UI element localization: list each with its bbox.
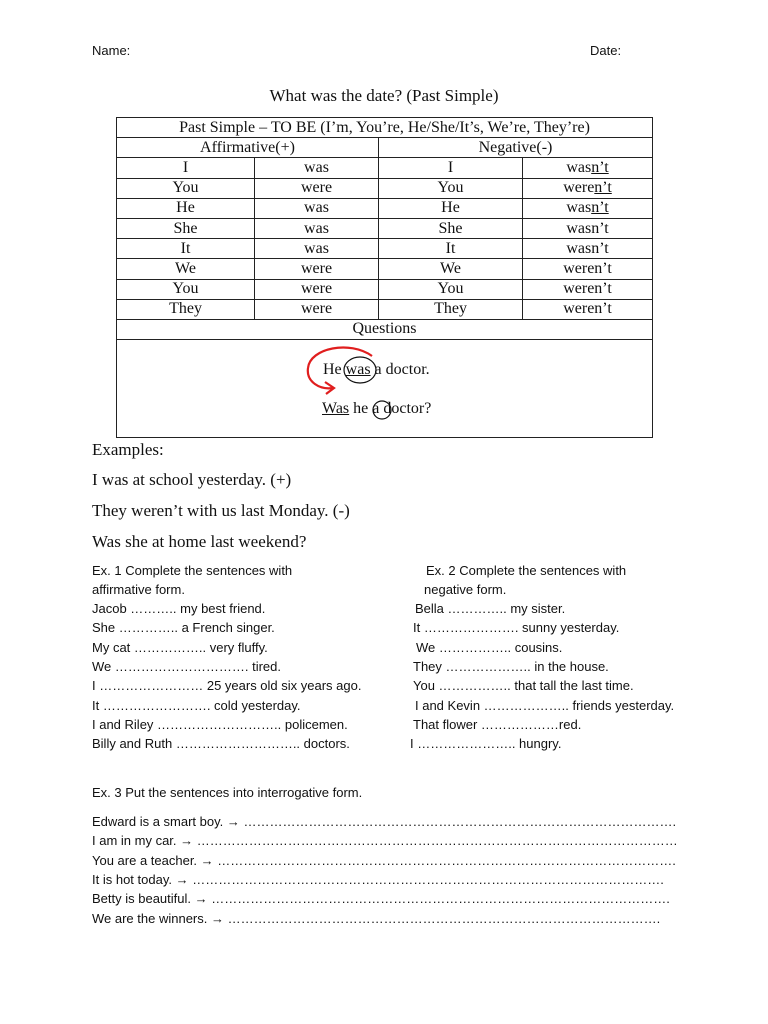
q2-he: he [353,400,369,417]
q1-rest: a doctor. [374,361,430,378]
subject-cell: I [379,158,523,178]
subject-cell: You [117,178,255,198]
table-row [117,178,653,198]
ex2-title-cont: negative form. [424,582,507,597]
negative-contraction: n’t [591,199,609,217]
table-heading: Past Simple – TO BE (I’m, You’re, He/She/It’s, We’re, They’re) [117,118,653,138]
negative-contraction: n’t [594,179,612,197]
exercise-item: I am in my car. → ………………………………………………………………………………………………… [92,833,678,849]
affirmative-verb-cell: were [255,178,379,198]
exercise-item: I ………………….. hungry. [410,736,562,752]
subject-cell: It [379,239,523,259]
ex1-title: Ex. 1 Complete the sentences with [92,563,293,578]
subject-cell: I [117,158,255,178]
exercise-item: Bella ………….. my sister. [415,601,566,616]
negative-verb-cell [523,198,653,218]
affirmative-header: Affirmative(+) [117,138,379,158]
negative-verb-cell [523,279,653,299]
q1-verb: was [345,361,371,378]
exercise-item: Jacob ……….. my best friend. [92,601,266,616]
example-question: Was she at home last weekend? [92,532,307,551]
exercise-item: My cat …………….. very fluffy. [92,639,268,655]
exercise-item: They ……………….. in the house. [413,658,609,674]
affirmative-verb-cell: was [255,239,379,259]
subject-cell: We [379,259,523,279]
exercise-item: We …………………………. tired. [92,658,282,674]
negative-verb-stem: wasn’t [566,239,609,257]
subject-cell: She [117,218,255,238]
subject-cell: They [117,299,255,319]
date-label: Date: [590,43,622,58]
q1-he: He [323,361,342,378]
exercise-item: Edward is a smart boy. → ………………………………………………………………………………………. [92,814,677,829]
table-row [117,158,653,178]
subject-cell: He [379,198,523,218]
affirmative-verb-cell: was [255,198,379,218]
negative-verb-cell [523,178,653,198]
table-row [117,279,653,299]
example-affirmative: I was at school yesterday. (+) [92,470,292,489]
exercise-item: Billy and Ruth ……………………….. doctors. [92,736,350,752]
table-row [117,259,653,279]
exercise-item: I …………………… 25 years old six years ago. [92,678,362,694]
table-row [117,239,653,259]
table-row [117,218,653,238]
negative-verb-stem: weren’t [563,280,612,298]
negative-contraction: n’t [591,158,609,176]
subject-cell: You [117,279,255,299]
subject-cell: You [379,178,523,198]
negative-verb-stem: were [563,179,595,197]
ex2-title: Ex. 2 Complete the sentences with [426,563,627,578]
affirmative-verb-cell: was [255,158,379,178]
exercise-item: You are a teacher. → ……………………………………………………………………………………………. [92,852,676,868]
exercise-item: I and Riley ……………………….. policemen. [92,716,348,732]
subject-cell: It [117,239,255,259]
questions-header: Questions [117,319,653,339]
exercise-item: You …………….. that tall the last time. [413,678,634,694]
table-row [117,299,653,319]
exercise-item: It ……………………. cold yesterday. [92,697,301,713]
q2-rest: doctor? [383,400,432,417]
subject-cell: You [379,279,523,299]
ex1-title-cont: affirmative form. [92,582,185,597]
subject-cell: She [379,218,523,238]
negative-verb-cell [523,239,653,259]
affirmative-verb-cell: were [255,259,379,279]
negative-verb-cell [523,259,653,279]
affirmative-verb-cell: was [255,218,379,238]
exercise-item: Betty is beautiful. → ……………………………………………………………………………………………. [92,891,670,907]
table-row [117,198,653,218]
ex3-title: Ex. 3 Put the sentences into interrogative form. [92,785,363,800]
word-order-arrow-icon [300,342,440,432]
negative-verb-stem: was [566,199,592,217]
exercise-item: It is hot today. → ………………………………………………………………………………………………. [92,871,664,887]
negative-verb-stem: was [566,158,592,176]
affirmative-verb-cell: were [255,299,379,319]
exercise-item: It …………………. sunny yesterday. [413,620,620,636]
negative-header: Negative(-) [379,138,653,158]
negative-verb-stem: weren’t [563,300,612,318]
affirmative-verb-cell: were [255,279,379,299]
exercise-item: We are the winners. → ………………………………………………………………………………………. [92,910,661,926]
page-title: What was the date? (Past Simple) [269,86,499,105]
subject-cell: He [117,198,255,218]
q2-verb: Was [322,400,350,417]
negative-verb-cell [523,299,653,319]
exercise-item: I and Kevin ……………….. friends yesterday. [415,697,675,713]
negative-verb-cell [523,218,653,238]
q2-a: a [372,400,380,417]
example-negative: They weren’t with us last Monday. (-) [92,501,350,520]
exercise-item: She ………….. a French singer. [92,620,275,636]
negative-verb-cell [523,158,653,178]
subject-cell: They [379,299,523,319]
name-label: Name: [92,43,131,58]
negative-verb-stem: weren’t [563,259,612,277]
exercise-item: That flower ………………red. [413,716,582,732]
examples-heading: Examples: [92,440,164,459]
exercise-item: We …………….. cousins. [416,639,563,655]
subject-cell: We [117,259,255,279]
negative-verb-stem: wasn’t [566,219,609,237]
